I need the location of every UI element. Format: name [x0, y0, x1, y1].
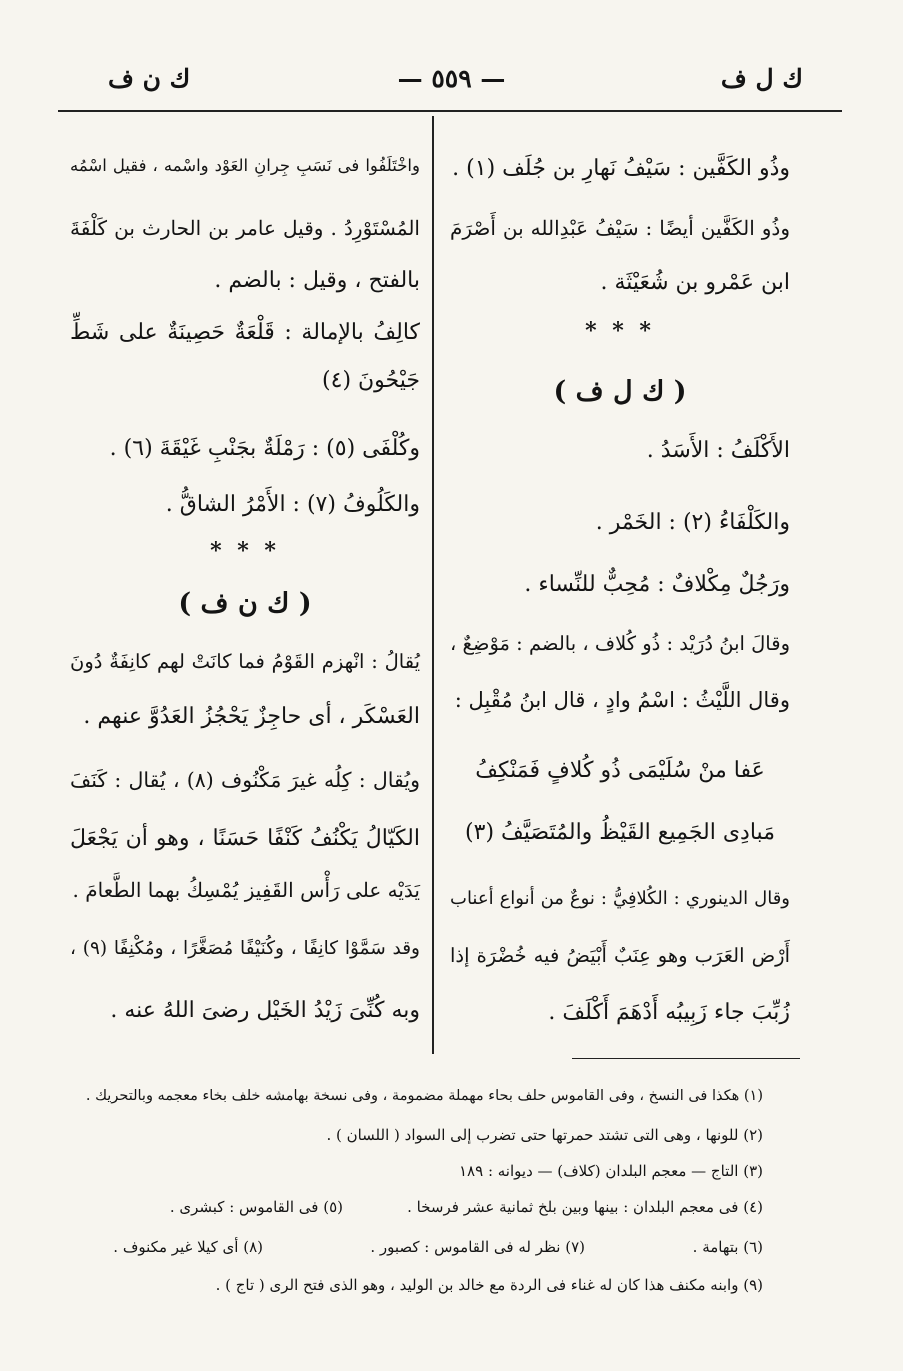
- entry-line: والكَلْفَاءُ (٢) : الخَمْر .: [595, 510, 790, 535]
- footnote-8: (٨) أى كيلا غير مكنوف .: [113, 1238, 263, 1256]
- footnote-3: (٣) التاج — معجم البلدان (كلاف) — ديوانه : ١٨٩: [459, 1162, 763, 1180]
- running-head-left: ك ن ف: [108, 64, 191, 93]
- entry-line: ويُقال : كِلُه غيرَ مَكْنُوف (٨) ، يُقال : كَنَفَ: [70, 768, 420, 792]
- entry-line: واخْتَلَفُوا فى نَسَبِ جِرانِ العَوْد واسْمه ، فقيل اسْمُه: [70, 156, 420, 175]
- header-rule: [58, 110, 842, 112]
- entry-line: المُسْتَوْرِدُ . وقيل عامر بن الحارث بن كَلْفَةَ: [70, 216, 420, 240]
- footnote-2: (٢) للونها ، وهى التى تشتد حمرتها حتى تضرب إلى السواد ( اللسان ) .: [326, 1126, 763, 1144]
- section-separator: * * *: [210, 538, 280, 564]
- footnote-9: (٩) وابنه مكنف هذا كان له غناء فى الردة مع خالد بن الوليد ، وهو الذى فتح الرى ( تاج ) .: [215, 1276, 763, 1294]
- entry-line: وكُلْفَى (٥) : رَمْلَةٌ بجَنْبِ غَيْقَةَ (٦) .: [109, 436, 420, 461]
- entry-line: أَرْض العَرَب وهو عِنَبٌ أَبْيَضُ فيه خُضْرَة إذا: [450, 944, 790, 967]
- section-heading: ( ك ل ف ): [553, 376, 687, 407]
- running-head-right: ك ل ف: [720, 64, 803, 93]
- verse-line: عَفا منْ سُلَيْمَى ذُو كُلافٍ فَمَنْكِفُ: [475, 758, 765, 783]
- section-heading: ( ك ن ف ): [178, 588, 312, 619]
- entry-line: وقد سَمَّوْا كانِفًا ، وكُنَيْفًا مُصَغَّرًا ، ومُكْنِفًا (٩) ،: [70, 938, 420, 959]
- entry-line: جَيْحُونَ (٤): [322, 368, 420, 393]
- footnote-rule: [572, 1058, 800, 1059]
- entry-line: كالِفُ بالإمالة : قَلْعَةٌ حَصِينَةٌ على شَطِّ: [70, 320, 420, 345]
- entry-line: وقال الدينوري : الكُلافِيُّ : نوعٌ من أنواع أعناب: [450, 888, 790, 909]
- footnote-7: (٧) نظر له فى القاموس : كصبور .: [370, 1238, 585, 1256]
- entry-line: العَسْكَر ، أى حاجِزٌ يَحْجُزُ العَدُوَّ عنهم .: [83, 704, 420, 729]
- entry-line: بالفتح ، وقيل : بالضم .: [214, 268, 420, 293]
- footnote-5: (٥) فى القاموس : كبشرى .: [169, 1198, 343, 1216]
- verse-line: مَبادِى الجَمِيع القَيْظُ والمُتَصَيَّفُ (٣): [465, 820, 775, 845]
- entry-line: زُبِّبَ جاء زَبِيبُه أَدْهَمَ أَكْلَفَ .: [548, 1000, 790, 1025]
- entry-line: الكَيّالُ يَكْنُفُ كَنْفًا حَسَنًا ، وهو أن يَجْعَلَ: [70, 826, 420, 851]
- entry-line: وقالَ ابنُ دُرَيْد : ذُو كُلاف ، بالضم : مَوْضِعٌ ،: [450, 632, 790, 655]
- entry-line: يَدَيْه على رَأْس القَفِيز يُمْسِكُ بهما الطَّعامَ .: [72, 878, 420, 902]
- entry-line: وبه كُنِّىَ زَيْدُ الخَيْل رضىَ اللهُ عنه .: [110, 998, 420, 1023]
- footnote-6: (٦) بتهامة .: [692, 1238, 763, 1256]
- entry-line: وذُو الكَفَّين أيضًا : سَيْفُ عَبْدِالله بن أَصْرَمَ: [450, 216, 790, 240]
- footnote-4: (٤) فى معجم البلدان : بينها وبين بلخ ثمانية عشر فرسخا .: [407, 1198, 763, 1216]
- entry-line: ورَجُلٌ مِكْلافٌ : مُحِبٌّ للنِّساء .: [524, 572, 790, 597]
- entry-line: الأَكْلَفُ : الأَسَدُ .: [646, 438, 790, 463]
- entry-line: وقال اللَّيْثُ : اسْمُ وادٍ ، قال ابنُ مُقْبِل :: [454, 688, 790, 712]
- entry-line: يُقالُ : انْهزم القَوْمُ فما كانَتْ لهم كانِفَةٌ دُونَ: [70, 650, 420, 673]
- column-divider: [432, 116, 434, 1054]
- entry-line: والكَلُوفُ (٧) : الأَمْرُ الشاقُّ .: [165, 492, 420, 517]
- footnote-1: (١) هكذا فى النسخ ، وفى القاموس حلف بحاء مهملة مضمومة ، وفى نسخة بهامشه خلف بخاء معجمه وبالتحريك .: [85, 1088, 763, 1104]
- page-number: — ٥٥٩ —: [397, 64, 506, 93]
- section-separator: * * *: [585, 318, 655, 344]
- entry-line: ابن عَمْرو بن شُعَيْثَة .: [600, 270, 790, 295]
- entry-line: وذُو الكَفَّين : سَيْفُ نَهارِ بن جُلَف (١) .: [452, 156, 790, 181]
